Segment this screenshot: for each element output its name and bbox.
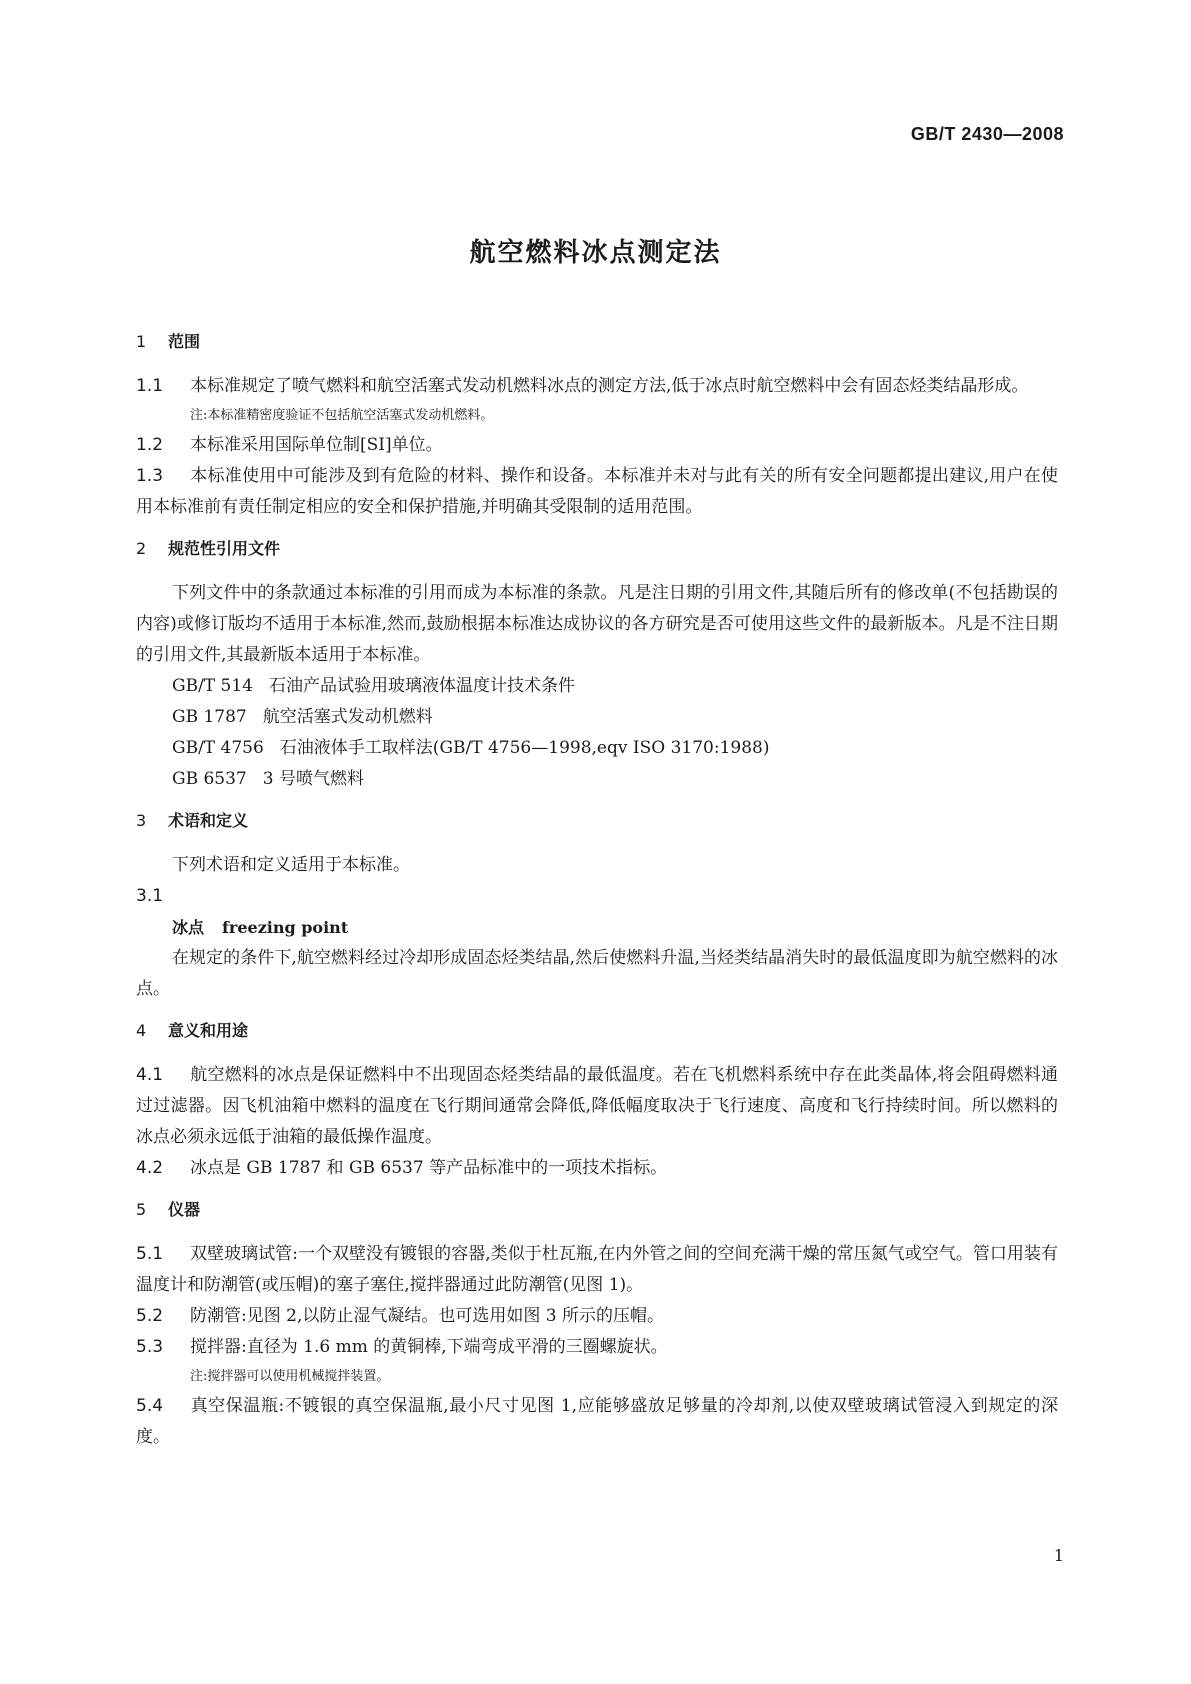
reference-item <box>136 671 1058 702</box>
section-number: 4 <box>136 1021 147 1040</box>
clause-number: 4.2 <box>136 1158 164 1178</box>
reference-code: GB 1787 <box>172 707 247 727</box>
section-heading-2 <box>136 533 1058 564</box>
reference-item <box>136 764 1058 795</box>
section-number: 3 <box>136 811 147 830</box>
reference-item <box>136 702 1058 733</box>
clause-3-1 <box>136 881 1058 912</box>
clause-text: 防潮管:见图 2,以防止湿气凝结。也可选用如图 3 所示的压帽。 <box>190 1306 664 1326</box>
reference-title: 石油产品试验用玻璃液体温度计技术条件 <box>269 676 575 696</box>
document-body <box>136 326 1058 1453</box>
clause-text: 本标准使用中可能涉及到有危险的材料、操作和设备。本标准并未对与此有关的所有安全问题都提出建议,用户在使用本标准前有责任制定相应的安全和保护措施,并明确其受限制的适用范围。 <box>136 466 1058 517</box>
reference-title: 3 号喷气燃料 <box>262 769 364 789</box>
term-chinese: 冰点 <box>172 918 205 937</box>
clause-number: 1.2 <box>136 435 164 455</box>
clause-1-1 <box>136 371 1058 402</box>
section-heading-4 <box>136 1015 1058 1046</box>
clause-text: 本标准规定了喷气燃料和航空活塞式发动机燃料冰点的测定方法,低于冰点时航空燃料中会有固态烃类结晶形成。 <box>190 376 1029 396</box>
clause-text: 冰点是 GB 1787 和 GB 6537 等产品标准中的一项技术指标。 <box>190 1158 668 1178</box>
section-title: 范围 <box>168 332 201 351</box>
term-english: freezing point <box>222 918 349 937</box>
clause-4-1 <box>136 1060 1058 1153</box>
section-number: 5 <box>136 1200 147 1219</box>
standard-code: GB/T 2430—2008 <box>910 124 1064 144</box>
note-2: 注:搅拌器可以使用机械搅拌装置。 <box>190 1369 390 1384</box>
clause-text: 本标准采用国际单位制[SI]单位。 <box>190 435 443 455</box>
clause-number: 3.1 <box>136 886 164 906</box>
section-2-intro: 下列文件中的条款通过本标准的引用而成为本标准的条款。凡是注日期的引用文件,其随后所有的修改单(不包括勘误的内容)或修订版均不适用于本标准,然而,鼓励根据本标准达成协议的各方研究是否可使用这些文件的最新版本。凡是不注日期的引用文件,其最新版本适用于本标准。 <box>136 583 1058 665</box>
clause-5-2 <box>136 1301 1058 1332</box>
term-heading <box>136 912 1058 943</box>
clause-text: 搅拌器:直径为 1.6 mm 的黄铜棒,下端弯成平滑的三圈螺旋状。 <box>190 1337 668 1357</box>
clause-number: 4.1 <box>136 1065 164 1085</box>
clause-number: 1.3 <box>136 466 164 486</box>
reference-code: GB/T 514 <box>172 676 253 696</box>
section-title: 术语和定义 <box>168 811 249 830</box>
clause-number: 5.1 <box>136 1244 164 1264</box>
reference-title: 航空活塞式发动机燃料 <box>262 707 433 727</box>
clause-5-1 <box>136 1239 1058 1301</box>
clause-number: 5.2 <box>136 1306 164 1326</box>
clause-number: 5.4 <box>136 1396 164 1416</box>
clause-text: 真空保温瓶:不镀银的真空保温瓶,最小尺寸见图 1,应能够盛放足够量的冷却剂,以使双壁玻璃试管浸入到规定的深度。 <box>136 1396 1058 1447</box>
clause-number: 1.1 <box>136 376 164 396</box>
section-title: 意义和用途 <box>168 1021 249 1040</box>
section-number: 2 <box>136 539 147 558</box>
section-title: 规范性引用文件 <box>168 539 281 558</box>
clause-text: 双壁玻璃试管:一个双壁没有镀银的容器,类似于杜瓦瓶,在内外管之间的空间充满干燥的常压氮气或空气。管口用装有温度计和防潮管(或压帽)的塞子塞住,搅拌器通过此防潮管(见图 1)。 <box>136 1244 1058 1295</box>
section-3-intro: 下列术语和定义适用于本标准。 <box>172 855 410 875</box>
clause-text: 航空燃料的冰点是保证燃料中不出现固态烃类结晶的最低温度。若在飞机燃料系统中存在此类晶体,将会阻碍燃料通过过滤器。因飞机油箱中燃料的温度在飞行期间通常会降低,降低幅度取决于飞行速度、高度和飞行持续时间。所以燃料的冰点必须永远低于油箱的最低操作温度。 <box>136 1065 1058 1147</box>
section-heading-1 <box>136 326 1058 357</box>
reference-title: 石油液体手工取样法(GB/T 4756—1998,eqv ISO 3170:1988) <box>279 738 770 758</box>
term-definition: 在规定的条件下,航空燃料经过冷却形成固态烃类结晶,然后使燃料升温,当烃类结晶消失时的最低温度即为航空燃料的冰点。 <box>136 948 1058 999</box>
clause-4-2 <box>136 1153 1058 1184</box>
reference-code: GB/T 4756 <box>172 738 264 758</box>
reference-item <box>136 733 1058 764</box>
section-number: 1 <box>136 332 147 351</box>
clause-5-3 <box>136 1332 1058 1363</box>
clause-5-4 <box>136 1391 1058 1453</box>
page-number: 1 <box>1053 1546 1064 1565</box>
section-title: 仪器 <box>168 1200 201 1219</box>
clause-1-3 <box>136 461 1058 523</box>
document-title: 航空燃料冰点测定法 <box>469 238 722 268</box>
section-heading-3 <box>136 805 1058 836</box>
section-heading-5 <box>136 1194 1058 1225</box>
reference-code: GB 6537 <box>172 769 247 789</box>
clause-1-2 <box>136 430 1058 461</box>
clause-number: 5.3 <box>136 1337 164 1357</box>
note-1: 注:本标准精密度验证不包括航空活塞式发动机燃料。 <box>190 408 494 423</box>
